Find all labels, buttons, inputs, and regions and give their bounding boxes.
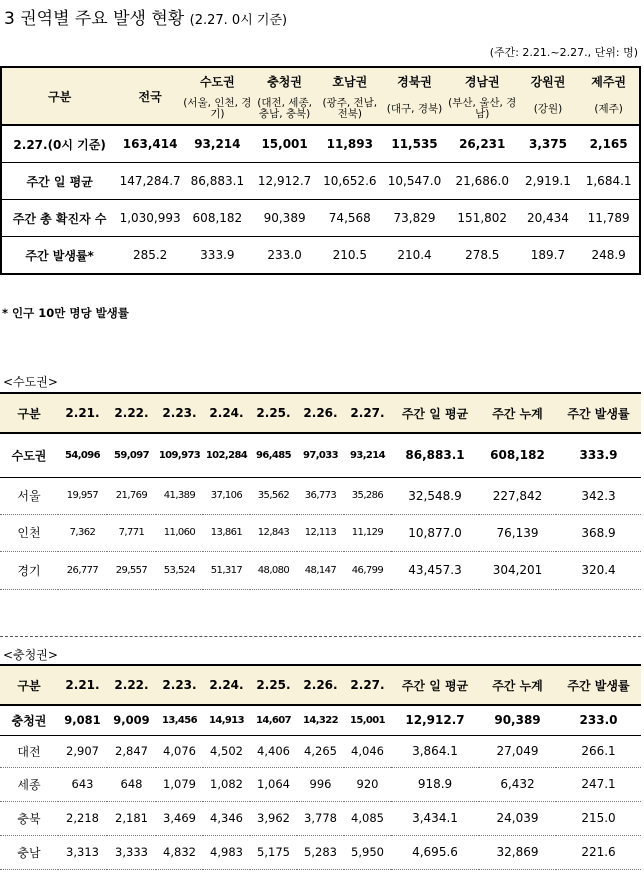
cell: 76,139: [479, 514, 556, 551]
header-cell: 2.26.: [297, 393, 344, 433]
cell: 102,284: [203, 433, 250, 477]
cell: 26,777: [58, 551, 107, 589]
cell: 1,030,993: [117, 200, 183, 237]
cell: 266.1: [556, 735, 641, 767]
chungcheong-section-label: <충청권>: [3, 648, 58, 662]
cell: 151,802: [447, 200, 518, 237]
summary-header-label: 구분: [1, 67, 117, 125]
cell: 11,893: [317, 125, 382, 163]
cell: 27,049: [479, 735, 556, 767]
cell: 51,317: [203, 551, 250, 589]
cell: 35,286: [344, 477, 391, 514]
cell: 90,389: [479, 705, 556, 735]
cell: 93,214: [183, 125, 252, 163]
header-cell: 2.25.: [250, 393, 297, 433]
cell: 3,375: [518, 125, 579, 163]
header-cell: 주간 발생률: [556, 665, 641, 705]
cell: 14,322: [297, 705, 344, 735]
cell: 2,919.1: [518, 163, 579, 200]
region-sub: (부산, 울산, 경남): [447, 94, 518, 125]
cell: 37,106: [203, 477, 250, 514]
cell: 11,789: [578, 200, 640, 237]
row-label: 충남: [0, 835, 58, 869]
cell: 1,064: [250, 767, 297, 801]
header-cell: 주간 일 평균: [391, 665, 479, 705]
title-main: 3 권역별 주요 발생 현황: [4, 9, 185, 29]
cell: 2,181: [107, 801, 156, 835]
cell: 32,548.9: [391, 477, 479, 514]
cell: 648: [107, 767, 156, 801]
cell: 11,060: [156, 514, 203, 551]
header-cell: 2.21.: [58, 393, 107, 433]
region-sub: (강원): [518, 94, 579, 125]
cell: 14,607: [250, 705, 297, 735]
cell: 96,485: [250, 433, 297, 477]
cell: 1,082: [203, 767, 250, 801]
cell: 2,847: [107, 735, 156, 767]
cell: 13,456: [156, 705, 203, 735]
cell: 74,568: [317, 200, 382, 237]
header-cell: 2.24.: [203, 665, 250, 705]
cell: 10,877.0: [391, 514, 479, 551]
header-cell: 주간 일 평균: [391, 393, 479, 433]
row-label: 경기: [0, 551, 58, 589]
cell: 221.6: [556, 835, 641, 869]
header-cell: 2.27.: [344, 393, 391, 433]
cell: 53,524: [156, 551, 203, 589]
region-name: 경남권: [447, 67, 518, 94]
cell: 643: [58, 767, 107, 801]
cell: 73,829: [382, 200, 447, 237]
row-label: 주간 일 평균: [1, 163, 117, 200]
cell: 9,081: [58, 705, 107, 735]
cell: 248.9: [578, 237, 640, 275]
row-label: 대전: [0, 735, 58, 767]
cell: 608,182: [479, 433, 556, 477]
header-cell: 2.22.: [107, 393, 156, 433]
cell: 304,201: [479, 551, 556, 589]
cell: 14,913: [203, 705, 250, 735]
cell: 918.9: [391, 767, 479, 801]
cell: 342.3: [556, 477, 641, 514]
cell: 86,883.1: [391, 433, 479, 477]
table-row: [0, 801, 641, 835]
cell: 4,076: [156, 735, 203, 767]
summary-table: [0, 66, 641, 275]
region-name: 충청권: [252, 67, 318, 94]
header-cell: 구분: [0, 665, 58, 705]
cell: 48,147: [297, 551, 344, 589]
cell: 4,406: [250, 735, 297, 767]
row-label: 주간 발생률*: [1, 237, 117, 275]
cell: 4,695.6: [391, 835, 479, 869]
region-name: 수도권: [183, 67, 252, 94]
cell: 15,001: [252, 125, 318, 163]
cell: 4,502: [203, 735, 250, 767]
region-sub: (광주, 전남, 전북): [317, 94, 382, 125]
cell: 54,096: [58, 433, 107, 477]
cell: 21,769: [107, 477, 156, 514]
chungcheong-header-row: [0, 665, 641, 705]
cell: 3,778: [297, 801, 344, 835]
row-label: 인천: [0, 514, 58, 551]
section-divider: [0, 636, 641, 637]
cell: 48,080: [250, 551, 297, 589]
cell: 11,535: [382, 125, 447, 163]
summary-row-weekly-total: [1, 200, 640, 237]
cell: 15,001: [344, 705, 391, 735]
table-row: [0, 514, 641, 551]
summary-row-daily-avg: [1, 163, 640, 200]
cell: 2,165: [578, 125, 640, 163]
region-sub: (제주): [578, 94, 640, 125]
header-cell: 2.23.: [156, 665, 203, 705]
cell: 247.1: [556, 767, 641, 801]
footnote: * 인구 10만 명당 발생률: [2, 306, 129, 320]
row-label: 서울: [0, 477, 58, 514]
cell: 12,843: [250, 514, 297, 551]
cell: 13,861: [203, 514, 250, 551]
cell: 5,175: [250, 835, 297, 869]
cell: 86,883.1: [183, 163, 252, 200]
table-row: [0, 705, 641, 735]
cell: 4,832: [156, 835, 203, 869]
cell: 333.9: [556, 433, 641, 477]
cell: 4,265: [297, 735, 344, 767]
cell: 26,231: [447, 125, 518, 163]
cell: 2,218: [58, 801, 107, 835]
cell: 210.4: [382, 237, 447, 275]
summary-header-row: [1, 67, 640, 94]
page-title: [4, 4, 287, 29]
table-row: [0, 835, 641, 869]
cell: 24,039: [479, 801, 556, 835]
cell: 32,869: [479, 835, 556, 869]
table-row: [0, 735, 641, 767]
header-cell: 2.26.: [297, 665, 344, 705]
cell: 93,214: [344, 433, 391, 477]
header-cell: 주간 누계: [479, 665, 556, 705]
cell: 3,469: [156, 801, 203, 835]
cell: 7,771: [107, 514, 156, 551]
header-cell: 주간 누계: [479, 393, 556, 433]
cell: 278.5: [447, 237, 518, 275]
header-cell: 구분: [0, 393, 58, 433]
cell: 147,284.7: [117, 163, 183, 200]
cell: 41,389: [156, 477, 203, 514]
row-label: 충북: [0, 801, 58, 835]
cell: 4,046: [344, 735, 391, 767]
table-row: [0, 477, 641, 514]
cell: 215.0: [556, 801, 641, 835]
region-name: 호남권: [317, 67, 382, 94]
cell: 3,864.1: [391, 735, 479, 767]
header-cell: 2.22.: [107, 665, 156, 705]
cell: 333.9: [183, 237, 252, 275]
cell: 5,950: [344, 835, 391, 869]
cell: 35,562: [250, 477, 297, 514]
cell: 19,957: [58, 477, 107, 514]
region-sub: (대전, 세종, 충남, 충북): [252, 94, 318, 125]
cell: 46,799: [344, 551, 391, 589]
cell: 90,389: [252, 200, 318, 237]
cell: 10,547.0: [382, 163, 447, 200]
cell: 4,983: [203, 835, 250, 869]
cell: 4,085: [344, 801, 391, 835]
unit-note: (주간: 2.21.~2.27., 단위: 명): [489, 46, 638, 59]
cell: 20,434: [518, 200, 579, 237]
row-label: 2.27.(0시 기준): [1, 125, 117, 163]
cell: 59,097: [107, 433, 156, 477]
cell: 368.9: [556, 514, 641, 551]
summary-header-national: 전국: [117, 67, 183, 125]
row-label: 주간 총 확진자 수: [1, 200, 117, 237]
header-cell: 2.21.: [58, 665, 107, 705]
cell: 189.7: [518, 237, 579, 275]
capital-table: [0, 392, 641, 590]
cell: 227,842: [479, 477, 556, 514]
region-sub: (대구, 경북): [382, 94, 447, 125]
summary-row-rate: [1, 237, 640, 275]
cell: 3,434.1: [391, 801, 479, 835]
header-cell: 주간 발생률: [556, 393, 641, 433]
cell: 109,973: [156, 433, 203, 477]
cell: 2,907: [58, 735, 107, 767]
table-row: [0, 433, 641, 477]
cell: 29,557: [107, 551, 156, 589]
cell: 920: [344, 767, 391, 801]
cell: 233.0: [252, 237, 318, 275]
cell: 10,652.6: [317, 163, 382, 200]
region-name: 강원권: [518, 67, 579, 94]
row-label: 충청권: [0, 705, 58, 735]
cell: 4,346: [203, 801, 250, 835]
cell: 996: [297, 767, 344, 801]
table-row: [0, 551, 641, 589]
cell: 7,362: [58, 514, 107, 551]
cell: 3,313: [58, 835, 107, 869]
title-sub: (2.27. 0시 기준): [189, 13, 288, 28]
summary-row-today: [1, 125, 640, 163]
cell: 320.4: [556, 551, 641, 589]
header-cell: 2.25.: [250, 665, 297, 705]
cell: 163,414: [117, 125, 183, 163]
cell: 12,912.7: [391, 705, 479, 735]
cell: 210.5: [317, 237, 382, 275]
cell: 3,333: [107, 835, 156, 869]
header-cell: 2.23.: [156, 393, 203, 433]
cell: 12,912.7: [252, 163, 318, 200]
header-cell: 2.24.: [203, 393, 250, 433]
row-label: 수도권: [0, 433, 58, 477]
cell: 12,113: [297, 514, 344, 551]
cell: 608,182: [183, 200, 252, 237]
capital-section-label: <수도권>: [3, 375, 58, 389]
cell: 285.2: [117, 237, 183, 275]
cell: 5,283: [297, 835, 344, 869]
cell: 9,009: [107, 705, 156, 735]
cell: 21,686.0: [447, 163, 518, 200]
region-name: 제주권: [578, 67, 640, 94]
cell: 97,033: [297, 433, 344, 477]
chungcheong-table: [0, 664, 641, 870]
header-cell: 2.27.: [344, 665, 391, 705]
row-label: 세종: [0, 767, 58, 801]
region-sub: (서울, 인천, 경기): [183, 94, 252, 125]
cell: 11,129: [344, 514, 391, 551]
cell: 233.0: [556, 705, 641, 735]
cell: 43,457.3: [391, 551, 479, 589]
cell: 1,079: [156, 767, 203, 801]
cell: 3,962: [250, 801, 297, 835]
table-row: [0, 767, 641, 801]
cell: 1,684.1: [578, 163, 640, 200]
capital-header-row: [0, 393, 641, 433]
cell: 6,432: [479, 767, 556, 801]
region-name: 경북권: [382, 67, 447, 94]
cell: 36,773: [297, 477, 344, 514]
